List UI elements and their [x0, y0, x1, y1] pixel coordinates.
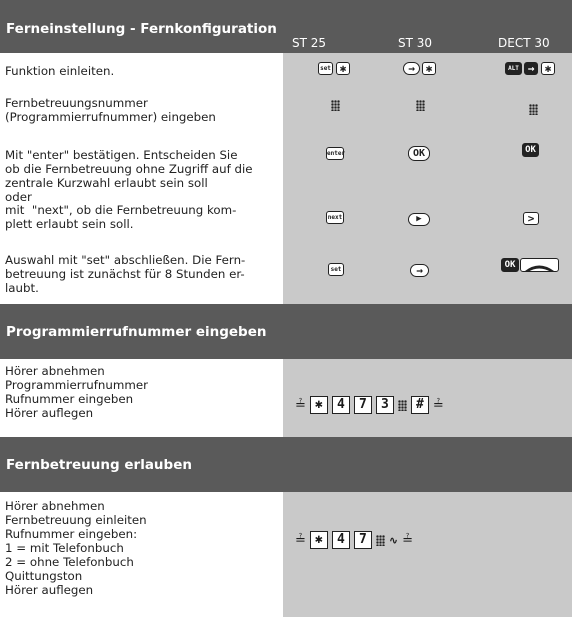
section2-title: Programmierrufnummer eingeben	[6, 324, 267, 340]
st30-star-key-icon: ✱	[422, 62, 436, 75]
st30-ok-key-icon: OK	[408, 146, 430, 161]
key-hash: #	[411, 396, 429, 414]
step-2-text: Fernbetreuungsnummer (Programmierrufnummer) eingeben	[5, 96, 216, 124]
st25-star-key-icon: ✱	[336, 62, 350, 75]
handset-lift-icon: ≟	[295, 532, 306, 548]
handset-lift-icon: ≟	[295, 397, 306, 413]
step-4-text: mit "next", ob die Fernbetreuung kom- plett erlaubt sein soll.	[5, 203, 237, 231]
key-4: 4	[332, 531, 350, 549]
dect30-alt-key-icon: ALT	[505, 62, 522, 75]
st30-keypad-icon	[416, 100, 425, 111]
step-1-text: Funktion einleiten.	[5, 64, 115, 78]
step-3-text: Mit "enter" bestätigen. Entscheiden Sie ob die Fernbetreuung ohne Zugriff auf die zentrale Kurzwahl erlaubt sein soll oder	[5, 148, 253, 204]
dect30-keypad-icon	[529, 104, 538, 115]
section2-key-sequence	[295, 396, 444, 414]
st25-keypad-icon	[331, 100, 340, 111]
handset-hangup-icon: ≟	[432, 397, 444, 413]
handset-hangup-icon: ≟	[402, 532, 414, 548]
key-7: 7	[354, 396, 372, 414]
keypad-icon	[398, 400, 407, 411]
section2-header-band-right	[283, 304, 572, 359]
page-title: Ferneinstellung - Fernkonfiguration	[6, 21, 277, 37]
key-star: ✱	[310, 396, 328, 414]
dect30-hangup-key-icon	[520, 258, 559, 272]
st30-play-key-icon: ▶	[408, 213, 430, 226]
dect30-star-key-icon: ✱	[541, 62, 555, 75]
column-header-dect30: DECT 30	[498, 36, 550, 50]
st30-arrow-key-icon: →	[403, 62, 420, 75]
dect30-ok-key-icon: OK	[522, 143, 539, 157]
key-7: 7	[354, 531, 372, 549]
section3-icon-column	[283, 492, 572, 617]
column-header-st30: ST 30	[398, 36, 433, 50]
section3-header-band-right	[283, 437, 572, 492]
section3-key-sequence	[295, 531, 413, 549]
step-5-text: Auswahl mit "set" abschließen. Die Fern- betreuung ist zunächst für 8 Stunden er- laubt.	[5, 253, 246, 295]
confirmation-tone-icon: ∿	[388, 533, 399, 547]
st25-next-key-icon: next	[326, 211, 344, 224]
dect30-arrow-key-icon: →	[524, 62, 538, 75]
key-3: 3	[376, 396, 394, 414]
st25-enter-key-icon: enter	[326, 147, 344, 160]
st30-arrow-key-icon-2: →	[410, 264, 429, 277]
dect30-right-key-icon: >	[523, 212, 539, 225]
dect30-ok-key-icon-2: OK	[501, 258, 519, 272]
st25-set-key-icon-2: set	[328, 263, 344, 276]
st25-set-key-icon: set	[318, 62, 333, 75]
keypad-icon	[376, 535, 385, 546]
key-4: 4	[332, 396, 350, 414]
key-star: ✱	[310, 531, 328, 549]
section3-text: Hörer abnehmen Fernbetreuung einleiten Rufnummer eingeben: 1 = mit Telefonbuch 2 = ohne Telefonbuch Quittungston Hörer auflegen	[5, 499, 147, 597]
section3-title: Fernbetreuung erlauben	[6, 457, 192, 473]
column-header-st25: ST 25	[292, 36, 327, 50]
section2-text: Hörer abnehmen Programmierrufnummer Rufnummer eingeben Hörer auflegen	[5, 364, 148, 420]
